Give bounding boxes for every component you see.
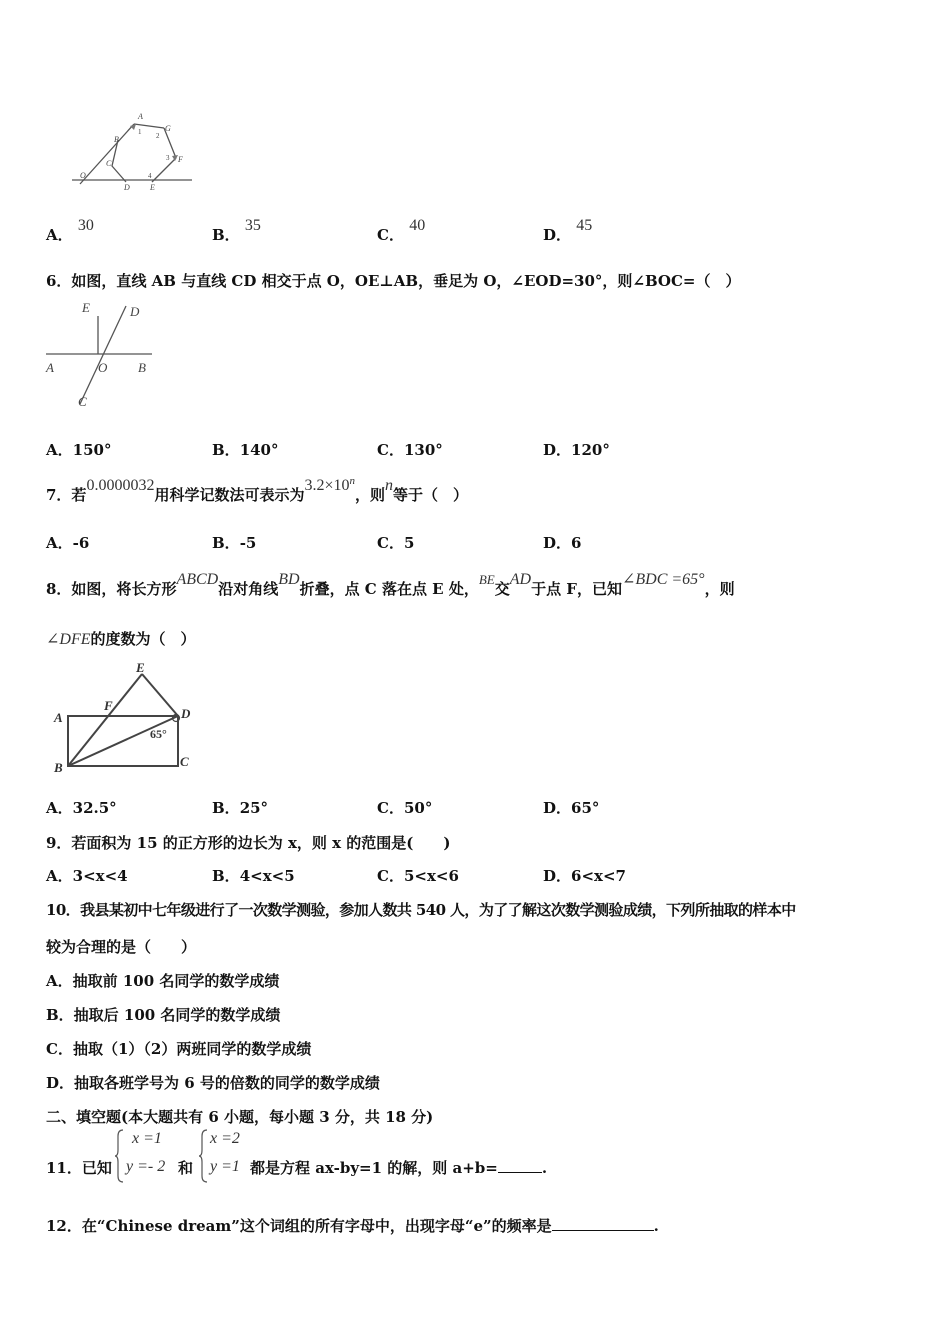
q8-label-D: D — [181, 706, 191, 721]
q8-option-b-letter: B． — [212, 799, 240, 817]
q5-label-1: 1 — [138, 128, 142, 136]
q5-label-C: C — [106, 159, 112, 168]
q8-option-a-value: 32.5° — [72, 799, 117, 817]
q5-option-d-value: 45 — [576, 217, 593, 234]
q8-t2: 沿对角线 — [218, 580, 279, 598]
q9-text: 9．若面积为 15 的正方形的边长为 x，则 x 的范围是( ) — [46, 834, 451, 852]
q11-sys1-eq1: x =1 — [132, 1130, 162, 1147]
q8-label-65: 65° — [150, 727, 167, 741]
q6-label-D: D — [130, 304, 140, 319]
q7-option-d-value: 6 — [571, 534, 582, 552]
q8-t4: 交 — [494, 580, 510, 598]
q9-option-b[interactable] — [212, 865, 295, 886]
q9-option-a-letter: A． — [46, 867, 73, 885]
q8-label-F: F — [104, 698, 113, 713]
q10-option-b[interactable]: B．抽取后 100 名同学的数学成绩 — [46, 1006, 281, 1024]
q8-option-a[interactable] — [46, 797, 117, 818]
q7-option-c[interactable] — [377, 532, 414, 553]
q9-option-c[interactable] — [377, 865, 459, 886]
q12-text-row — [46, 1215, 659, 1236]
q12-answer-blank[interactable] — [552, 1216, 654, 1231]
q5-option-a-letter: A． — [46, 226, 73, 244]
q9-option-c-value: 5<x<6 — [403, 867, 459, 885]
q6-label-E: E — [82, 300, 90, 315]
q7-option-a[interactable] — [46, 532, 89, 553]
q6-option-b-letter: B． — [212, 441, 240, 459]
q7-option-c-letter: C． — [377, 534, 404, 552]
q7-sci-exp: n — [349, 475, 355, 487]
q7-number: 0.0000032 — [86, 477, 155, 494]
q5-label-A: A — [138, 112, 143, 121]
q6-option-c-value: 130° — [403, 441, 443, 459]
q5-label-F: F — [178, 155, 183, 164]
q11-sys1-eq2: y =- 2 — [126, 1158, 166, 1175]
q11-suffix — [250, 1157, 547, 1178]
q6-option-b-value: 140° — [239, 441, 279, 459]
q6-label-C: C — [78, 394, 87, 409]
q8-option-c-letter: C． — [377, 799, 404, 817]
q8-option-c[interactable] — [377, 797, 432, 818]
q6-option-c[interactable] — [377, 439, 443, 460]
q8-m6: ∠DFE — [46, 631, 91, 648]
q7-mid2: ，则 — [354, 486, 385, 504]
q7-suffix: 等于（ ） — [393, 486, 469, 504]
q9-option-d-value: 6<x<7 — [571, 867, 626, 885]
q7-option-b-value: -5 — [239, 534, 257, 552]
q5-label-E: E — [150, 183, 155, 192]
q7-option-b-letter: B． — [212, 534, 240, 552]
q5-option-a-value: 30 — [77, 217, 94, 234]
q5-option-b[interactable] — [212, 217, 261, 245]
q11-sys2-eq2: y =1 — [210, 1158, 240, 1175]
q7-option-c-value: 5 — [403, 534, 415, 552]
q11-brace-1-icon — [114, 1128, 124, 1184]
q7-text — [46, 475, 469, 505]
q5-label-O: O — [80, 171, 86, 180]
q6-label-A: A — [46, 360, 54, 375]
q8-m5: ∠BDC =65° — [621, 571, 705, 588]
q6-option-a-value: 150° — [72, 441, 112, 459]
q8-label-C: C — [180, 754, 189, 769]
q6-option-b[interactable] — [212, 439, 279, 460]
q9-option-d-letter: D． — [543, 867, 572, 885]
q7-option-a-value: -6 — [72, 534, 90, 552]
q8-m4: AD — [509, 571, 532, 588]
q5-label-G: G — [165, 124, 171, 133]
q6-option-c-letter: C． — [377, 441, 404, 459]
q8-option-b[interactable] — [212, 797, 268, 818]
q5-label-3: 3 — [166, 154, 170, 162]
q11-system-1 — [114, 1128, 180, 1184]
q10-option-c[interactable]: C．抽取（1）（2）两班同学的数学成绩 — [46, 1040, 312, 1058]
q8-t6: ，则 — [704, 580, 735, 598]
q8-m3: BE — [478, 572, 495, 587]
q8-text-line2 — [46, 628, 196, 649]
q8-t7: 的度数为（ ） — [90, 630, 196, 648]
q9-option-c-letter: C． — [377, 867, 404, 885]
q5-label-B: B — [114, 135, 119, 144]
q5-option-c-value: 40 — [409, 217, 426, 234]
q11-prefix: 11．已知 — [46, 1159, 112, 1177]
q7-option-b[interactable] — [212, 532, 256, 553]
q9-option-a-value: 3<x<4 — [72, 867, 128, 885]
q12-text: 12．在“Chinese dream”这个词组的所有字母中，出现字母“e”的频率是 — [46, 1217, 552, 1235]
q5-option-b-letter: B． — [212, 226, 240, 244]
q5-option-a[interactable] — [46, 217, 94, 245]
q12-end: . — [653, 1217, 659, 1235]
q8-option-c-value: 50° — [403, 799, 433, 817]
q8-m2: BD — [278, 571, 300, 588]
q8-label-A: A — [54, 710, 63, 725]
q11-brace-2-icon — [198, 1128, 208, 1184]
q11-suffix-text: 都是方程 ax-by=1 的解，则 a+b= — [250, 1159, 498, 1177]
q8-label-B: B — [54, 760, 63, 775]
q6-figure — [44, 296, 156, 412]
q8-t1: 8．如图，将长方形 — [46, 580, 177, 598]
q6-label-O: O — [98, 360, 108, 375]
q6-option-d-value: 120° — [571, 441, 610, 459]
q8-figure — [50, 660, 200, 776]
q9-option-d[interactable] — [543, 865, 626, 886]
q7-sci-base: 3.2×10 — [304, 477, 350, 494]
q10-text-line1: 10．我县某初中七年级进行了一次数学测验，参加人数共 540 人，为了了解这次数学测验成绩，下列所抽取的样本中 — [46, 901, 796, 919]
q8-option-d[interactable] — [543, 797, 599, 818]
q5-figure — [68, 108, 198, 194]
q5-option-b-value: 35 — [244, 217, 261, 234]
q8-option-a-letter: A． — [46, 799, 73, 817]
q7-prefix: 7．若 — [46, 486, 87, 504]
q5-label-2: 2 — [156, 132, 160, 140]
q8-option-d-value: 65° — [571, 799, 600, 817]
q9-option-b-value: 4<x<5 — [239, 867, 295, 885]
q5-label-4: 4 — [148, 172, 152, 180]
q10-option-a[interactable]: A．抽取前 100 名同学的数学成绩 — [46, 972, 280, 990]
q7-option-d[interactable] — [543, 532, 581, 553]
q8-label-E: E — [136, 660, 145, 675]
q9-option-a[interactable] — [46, 865, 128, 886]
q5-option-c[interactable] — [377, 217, 426, 245]
q7-option-a-letter: A． — [46, 534, 73, 552]
q10-option-d[interactable]: D．抽取各班学号为 6 号的倍数的同学的数学成绩 — [46, 1074, 380, 1092]
q6-option-d[interactable] — [543, 439, 610, 460]
q8-option-d-letter: D． — [543, 799, 572, 817]
q10-text-line2: 较为合理的是（ ） — [46, 938, 197, 956]
q11-answer-blank[interactable] — [498, 1158, 542, 1173]
q5-label-D: D — [124, 183, 130, 192]
q5-option-d-letter: D． — [543, 226, 572, 244]
q11-end: . — [541, 1159, 548, 1177]
q11-sys2-eq1: x =2 — [210, 1130, 240, 1147]
q6-option-d-letter: D． — [543, 441, 572, 459]
q7-var: n — [385, 477, 393, 494]
q6-option-a-letter: A． — [46, 441, 73, 459]
q7-sci — [304, 477, 355, 494]
q9-option-b-letter: B． — [212, 867, 240, 885]
q8-option-b-value: 25° — [239, 799, 269, 817]
q5-option-c-letter: C． — [377, 226, 404, 244]
section-title-fill-blank: 二、填空题(本大题共有 6 小题，每小题 3 分，共 18 分) — [46, 1108, 434, 1126]
q11-conj: 和 — [178, 1159, 194, 1177]
q5-option-d[interactable] — [543, 217, 593, 245]
q7-option-d-letter: D． — [543, 534, 572, 552]
q8-m1: ABCD — [176, 571, 219, 588]
q8-t5: 于点 F，已知 — [531, 580, 622, 598]
q8-t3: 折叠，点 C 落在点 E 处， — [299, 580, 479, 598]
q6-label-B: B — [138, 360, 146, 375]
q6-option-a[interactable] — [46, 439, 111, 460]
q11-system-2 — [198, 1128, 254, 1184]
q8-text-line1 — [46, 571, 735, 599]
q6-text: 6．如图，直线 AB 与直线 CD 相交于点 O，OE⊥AB，垂足为 O，∠EOD=30°，则∠BOC=（ ） — [46, 272, 741, 290]
q7-mid: 用科学记数法可表示为 — [154, 486, 305, 504]
